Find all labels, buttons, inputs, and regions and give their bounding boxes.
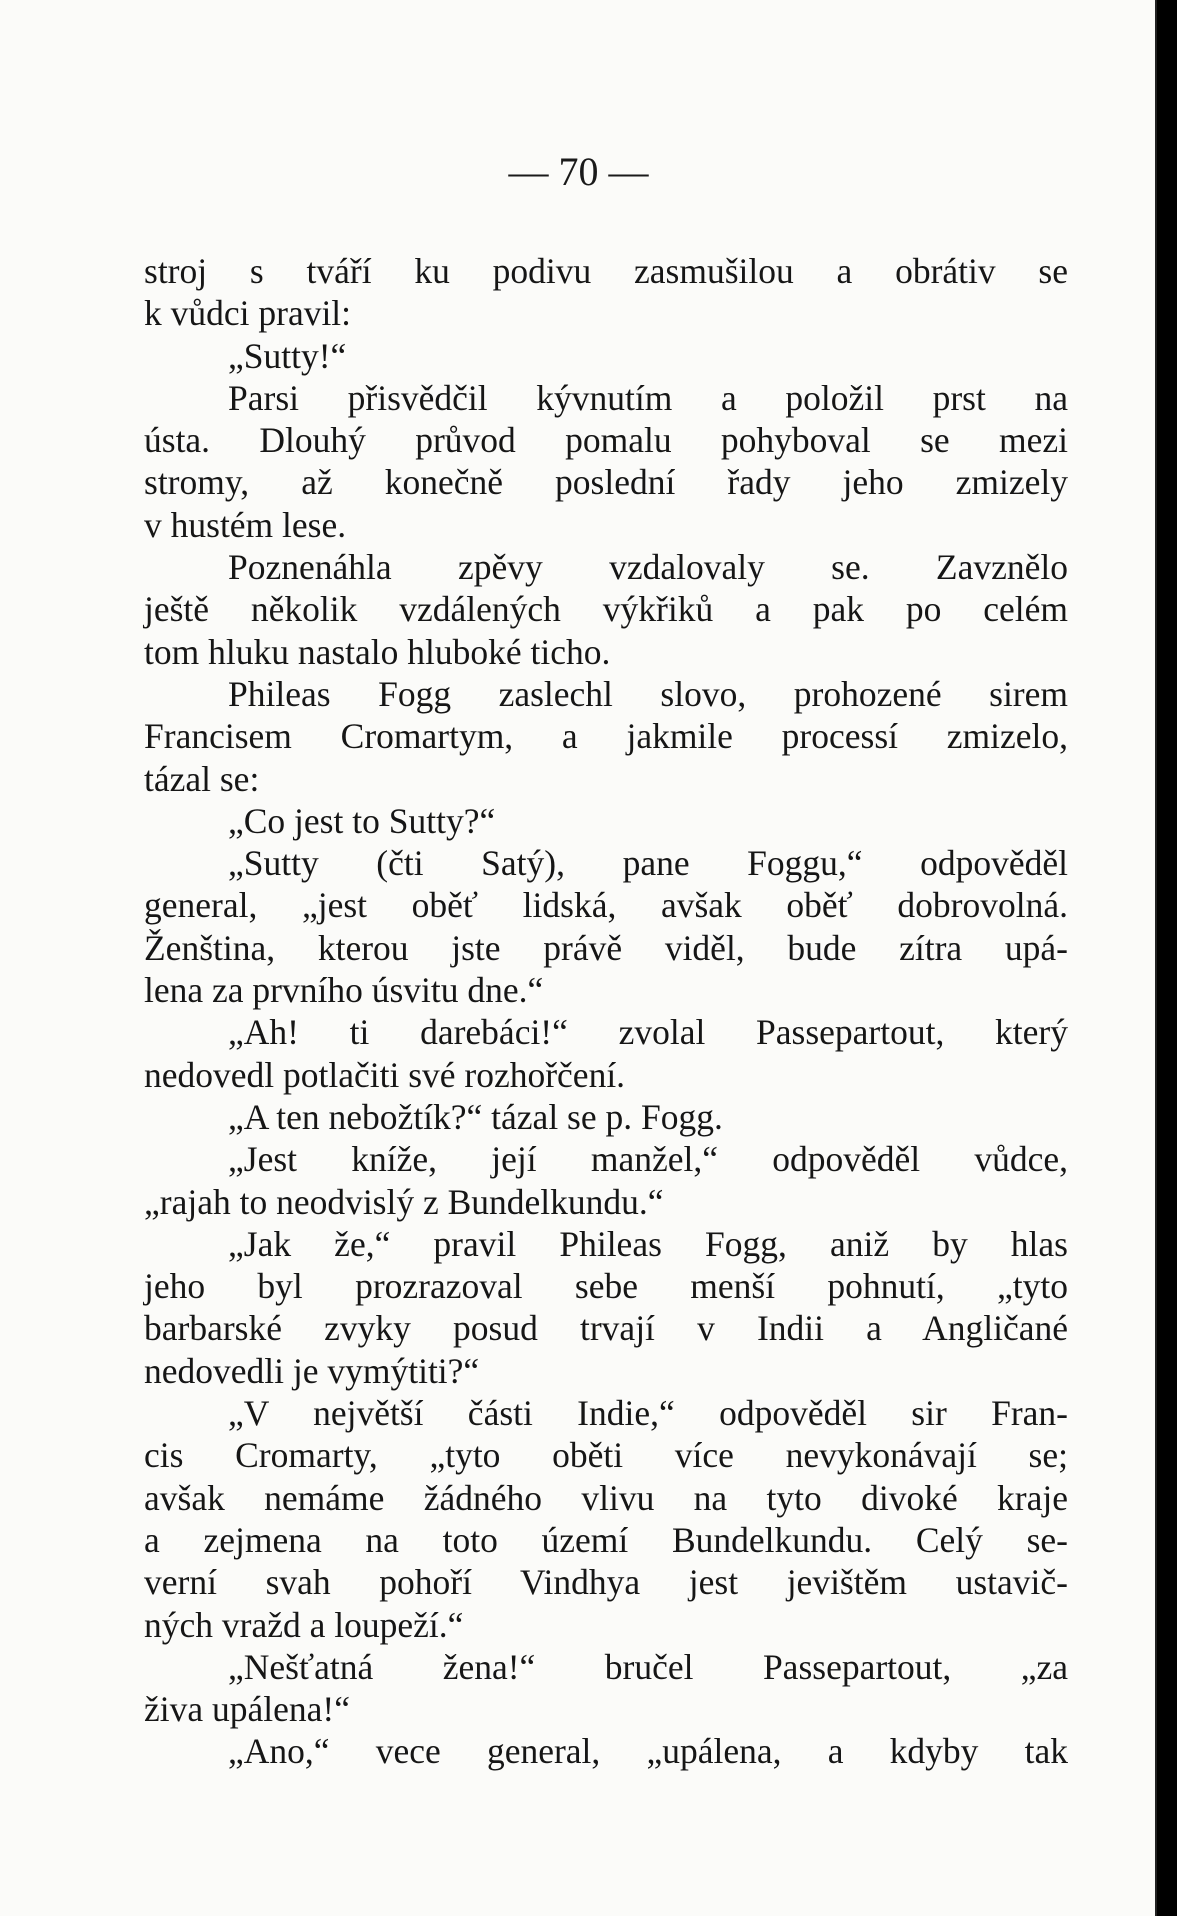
text-line: „Ano,“ vece general, „upálena, a kdyby tak	[228, 1731, 1068, 1772]
text-line: Francisem Cromartym, a jakmile processí zmizelo,	[144, 716, 1068, 757]
text-line: živa upálena!“	[144, 1689, 350, 1730]
text-line: nedovedli je vymýtiti?“	[144, 1350, 480, 1391]
text-line: verní svah pohoří Vindhya jest jevištěm ustavič-	[144, 1562, 1068, 1603]
text-line: stroj s tváří ku podivu zasmušilou a obrátiv se	[144, 251, 1068, 291]
text-line: Phileas Fogg zaslechl slovo, prohozené sirem	[228, 673, 1068, 714]
text-line: Ženština, kterou jste právě viděl, bude zítra upá-	[144, 927, 1068, 968]
text-line: „Jest kníže, její manžel,“ odpověděl vůdce,	[228, 1139, 1068, 1180]
text-line: general, „jest oběť lidská, avšak oběť dobrovolná.	[144, 885, 1068, 926]
text-line: ných vražd a loupeží.“	[144, 1604, 464, 1645]
text-line: v hustém lese.	[144, 504, 347, 545]
text-line: „Sutty (čti Satý), pane Foggu,“ odpověděl	[228, 843, 1068, 884]
text-line: „Ah! ti darebáci!“ zvolal Passepartout, který	[228, 1012, 1068, 1053]
text-line: cis Cromarty, „tyto oběti více nevykonávají se;	[144, 1435, 1068, 1476]
text-line: „V největší části Indie,“ odpověděl sir Fran-	[228, 1393, 1068, 1434]
text-line: „rajah to neodvislý z Bundelkundu.“	[144, 1181, 664, 1222]
text-line: k vůdci pravil:	[144, 293, 352, 334]
text-line: barbarské zvyky posud trvají v Indii a Angličané	[144, 1308, 1068, 1349]
text-line: stromy, až konečně poslední řady jeho zmizely	[144, 462, 1068, 503]
text-line: „A ten nebožtík?“ tázal se p. Fogg.	[228, 1096, 723, 1137]
text-line: Poznenáhla zpěvy vzdalovaly se. Zavznělo	[228, 547, 1068, 588]
text-line: a zejmena na toto území Bundelkundu. Celý se-	[144, 1519, 1068, 1560]
page-number: — 70 —	[508, 149, 649, 194]
text-line: Parsi přisvědčil kývnutím a položil prst na	[228, 377, 1068, 418]
text-line: „Sutty!“	[228, 335, 347, 376]
text-line: „Jak že,“ pravil Phileas Fogg, aniž by hlas	[228, 1223, 1068, 1264]
text-line: avšak nemáme žádného vlivu na tyto divoké kraje	[144, 1477, 1068, 1518]
text-line: ústa. Dlouhý průvod pomalu pohyboval se mezi	[144, 420, 1068, 461]
text-line: tázal se:	[144, 758, 260, 799]
text-line: jeho byl prozrazoval sebe menší pohnutí, „tyto	[144, 1266, 1068, 1307]
text-line: nedovedl potlačiti své rozhořčení.	[144, 1054, 626, 1095]
text-line: „Nešťatná žena!“ bručel Passepartout, „za	[228, 1646, 1068, 1687]
text-line: tom hluku nastalo hluboké ticho.	[144, 631, 611, 672]
text-line: ještě několik vzdálených výkřiků a pak po celém	[144, 589, 1068, 630]
text-line: lena za prvního úsvitu dne.“	[144, 970, 544, 1011]
text-line: „Co jest to Sutty?“	[228, 800, 496, 841]
body-text	[144, 250, 1068, 1773]
